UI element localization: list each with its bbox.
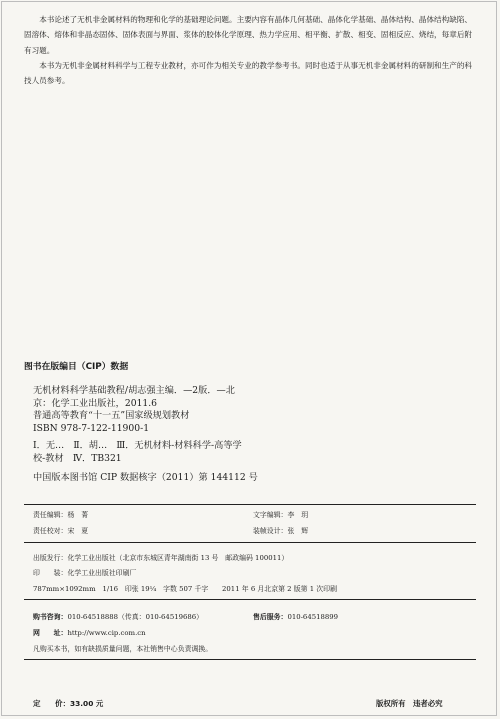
publisher-label: 出版发行： [33, 554, 68, 562]
abstract-paragraph-2: 本书为无机非金属材料科学与工程专业教材，亦可作为相关专业的教学参考书。同时也适于从事无机非金属材料的研制和生产的科技人员参考。 [24, 60, 473, 86]
purchase-line [33, 611, 203, 621]
cip-number-line: 中国版本图书馆 CIP 数据核字（2011）第 144112 号 [33, 472, 258, 483]
divider-2 [24, 542, 476, 543]
responsible-editor [33, 509, 88, 519]
abstract-paragraph-1: 本书论述了无机非金属材料的物理和化学的基础理论问题。主要内容有晶体几何基础、晶体化学基础、晶体结构、晶体结构缺陷、固溶体、熔体和非晶态固体、固体表面与界面、浆体的胶体化学原理、热力学应用、相平衡、扩散、相变、固相反应、烧结，每章后附有习题。 [24, 15, 473, 55]
text-editor-label: 文字编辑： [253, 511, 288, 519]
purchase-label: 购书咨询： [33, 613, 68, 621]
designer-name: 张 辉 [287, 527, 309, 535]
publisher-value: 化学工业出版社（北京市东城区青年湖南街 13 号 邮政编码 100011） [67, 554, 289, 562]
cip-publisher-line: 京：化学工业出版社，2011.6 [33, 397, 158, 409]
service-line [253, 611, 338, 621]
price-line [33, 698, 103, 709]
cip-series-line: 普通高等教育“十一五”国家级规划教材 [33, 410, 190, 422]
return-notice: 凡购买本书，如有缺损质量问题，本社销售中心负责调换。 [33, 645, 213, 653]
publisher-line [33, 552, 288, 562]
website-label: 网 址： [33, 629, 68, 637]
purchase-value: 010-64518888（传真：010-64519686） [67, 613, 204, 621]
designer [253, 525, 308, 535]
book-abstract [24, 12, 476, 88]
cip-heading: 图书在版编目（CIP）数据 [24, 362, 129, 372]
proofreader [33, 525, 88, 535]
service-value: 010-64518899 [287, 613, 339, 621]
printer-line [33, 567, 136, 577]
proofreader-label: 责任校对： [33, 527, 68, 535]
cip-classification [33, 440, 473, 465]
website-line [33, 627, 146, 637]
cip-isbn-line: ISBN 978-7-122-11900-1 [33, 422, 150, 434]
price-value: 33.00 元 [69, 699, 104, 708]
cip-classification-line-1: Ⅰ．无… Ⅱ．胡… Ⅲ．无机材料-材料科学-高等学 [33, 440, 242, 451]
copyright-notice: 版权所有 违者必究 [376, 699, 443, 708]
text-editor [253, 509, 308, 519]
service-label: 售后服务： [253, 613, 288, 621]
proofreader-name: 宋 夏 [67, 527, 89, 535]
cip-number [33, 472, 473, 485]
designer-label: 装帧设计： [253, 527, 288, 535]
website-value: http://www.cip.com.cn [67, 629, 146, 637]
printer-label: 印 装： [33, 569, 68, 577]
price-label: 定 价： [33, 699, 70, 708]
divider-4 [24, 659, 476, 660]
responsible-editor-name: 杨 菁 [67, 511, 89, 519]
divider-3 [24, 599, 476, 600]
responsible-editor-label: 责任编辑： [33, 511, 68, 519]
text-editor-name: 李 玥 [287, 511, 309, 519]
format-line: 787mm×1092mm 1/16 印张 19¼ 字数 507 千字 2011 年 6 月北京第 2 版第 1 次印刷 [33, 585, 337, 593]
printer-value: 化学工业出版社印刷厂 [67, 569, 137, 577]
cip-classification-line-2: 校-教材 Ⅳ．TB321 [33, 452, 122, 464]
cip-title-line: 无机材料科学基础教程/胡志强主编．—2版．—北 [33, 385, 235, 396]
divider-1 [24, 504, 476, 505]
cip-record [33, 385, 473, 435]
